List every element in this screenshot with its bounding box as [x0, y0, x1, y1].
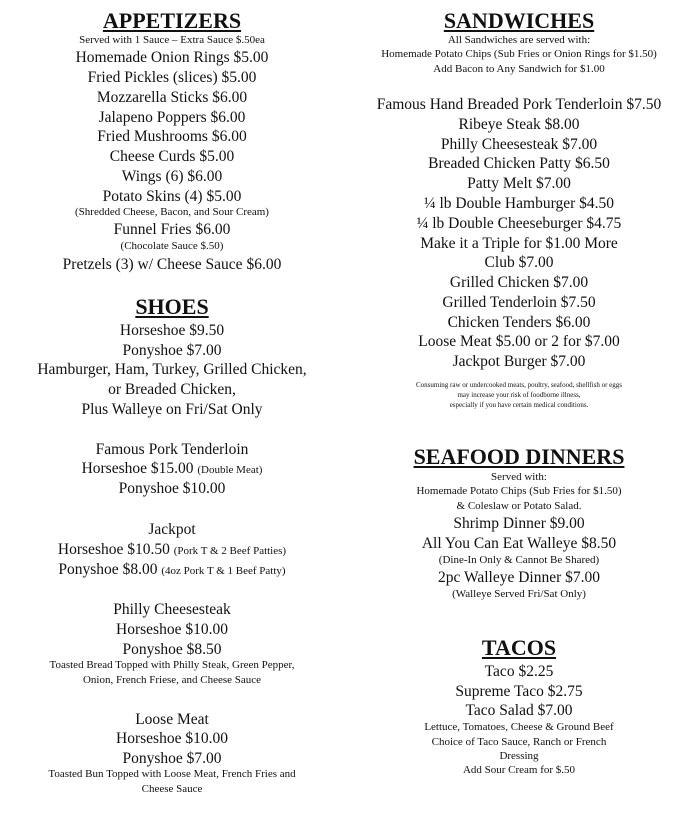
- food-warning: may increase your risk of foodborne illness,: [457, 391, 581, 399]
- menu-item: Jalapeno Poppers $6.00: [98, 109, 246, 126]
- menu-item: Supreme Taco $2.75: [455, 683, 583, 700]
- sandwiches-heading: SANDWICHES: [443, 8, 595, 33]
- item-description: Toasted Bun Topped with Loose Meat, French Fries and: [48, 768, 296, 780]
- menu-item: Ponyshoe $7.00: [122, 342, 222, 359]
- menu-item: Horseshoe $9.50: [119, 322, 225, 339]
- item-note: (Double Meat): [197, 464, 263, 476]
- menu-item: Club $7.00: [484, 254, 554, 271]
- menu-item-price: Horseshoe $15.00: [81, 460, 194, 477]
- item-note: (Shredded Cheese, Bacon, and Sour Cream): [75, 206, 269, 218]
- item-description: Dressing: [499, 750, 539, 762]
- sandwiches-note: Add Bacon to Any Sandwich for $1.00: [433, 63, 605, 75]
- seafood-note: Homemade Potato Chips (Sub Fries for $1.50): [416, 485, 622, 497]
- menu-item: Potato Skins (4) $5.00: [102, 188, 242, 205]
- appetizers-note: Served with 1 Sauce – Extra Sauce $.50ea: [79, 34, 265, 46]
- menu-item: [0, 562, 344, 578]
- menu-item: Grilled Chicken $7.00: [449, 274, 589, 291]
- seafood-note: & Coleslaw or Potato Salad.: [456, 500, 582, 512]
- menu-item: Ponyshoe $8.50: [122, 641, 222, 658]
- menu-item: Fried Pickles (slices) $5.00: [87, 69, 257, 86]
- item-note: (Walleye Served Fri/Sat Only): [452, 588, 586, 600]
- menu-item: 2pc Walleye Dinner $7.00: [437, 569, 601, 586]
- shoe-name: Loose Meat: [135, 711, 209, 728]
- menu-item: Grilled Tenderloin $7.50: [442, 294, 596, 311]
- menu-item: Taco Salad $7.00: [465, 702, 573, 719]
- tacos-heading: TACOS: [481, 635, 557, 660]
- menu-item: Chicken Tenders $6.00: [447, 314, 591, 331]
- menu-item: Patty Melt $7.00: [467, 175, 571, 192]
- food-warning: especially if you have certain medical conditions.: [449, 401, 589, 409]
- menu-item: Cheese Curds $5.00: [109, 148, 235, 165]
- menu-item: Philly Cheesesteak $7.00: [440, 136, 598, 153]
- menu-item: Breaded Chicken Patty $6.50: [428, 155, 610, 172]
- menu-item-price: Ponyshoe $8.00: [58, 561, 158, 578]
- food-warning: Consuming raw or undercooked meats, poultry, seafood, shellfish or eggs: [415, 381, 622, 389]
- shoes-choices: or Breaded Chicken,: [108, 381, 236, 398]
- menu-item: Shrimp Dinner $9.00: [453, 515, 585, 532]
- item-description: Lettuce, Tomatoes, Cheese & Ground Beef: [424, 721, 614, 733]
- shoe-name: Famous Pork Tenderloin: [95, 441, 249, 458]
- item-description: Choice of Taco Sauce, Ranch or French: [431, 736, 607, 748]
- seafood-note: Served with:: [491, 471, 547, 483]
- menu-item: Ponyshoe $7.00: [122, 750, 222, 767]
- menu-item: Loose Meat $5.00 or 2 for $7.00: [418, 333, 620, 350]
- menu-item: [0, 542, 344, 558]
- shoe-name: Jackpot: [148, 521, 196, 538]
- item-description: Cheese Sauce: [141, 783, 203, 795]
- menu-item: All You Can Eat Walleye $8.50: [421, 535, 617, 552]
- item-note: (4oz Pork T & 1 Beef Patty): [161, 565, 286, 577]
- menu-item: ¼ lb Double Cheeseburger $4.75: [416, 215, 622, 232]
- menu-item: Jackpot Burger $7.00: [452, 353, 586, 370]
- shoes-choices: Hamburger, Ham, Turkey, Grilled Chicken,: [37, 361, 307, 378]
- menu-item: [0, 461, 344, 477]
- item-description: Add Sour Cream for $.50: [462, 764, 576, 776]
- shoes-heading: SHOES: [135, 294, 209, 319]
- seafood-heading: SEAFOOD DINNERS: [413, 444, 625, 469]
- item-note: (Dine-In Only & Cannot Be Shared): [438, 554, 600, 566]
- sandwiches-note: Homemade Potato Chips (Sub Fries or Onion Rings for $1.50): [381, 48, 657, 60]
- item-description: Toasted Bread Topped with Philly Steak, Green Pepper,: [49, 659, 295, 671]
- menu-item: Ponyshoe $10.00: [118, 480, 226, 497]
- menu-item: Fried Mushrooms $6.00: [97, 128, 247, 145]
- menu-item: Funnel Fries $6.00: [113, 221, 231, 238]
- menu-item: Homemade Onion Rings $5.00: [75, 49, 269, 66]
- menu-item: Ribeye Steak $8.00: [458, 116, 580, 133]
- item-note: (Pork T & 2 Beef Patties): [173, 545, 287, 557]
- shoes-choices: Plus Walleye on Fri/Sat Only: [81, 401, 263, 418]
- menu-item: Mozzarella Sticks $6.00: [96, 89, 248, 106]
- shoe-name: Philly Cheesesteak: [113, 601, 231, 618]
- menu-item: Horseshoe $10.00: [116, 621, 228, 638]
- menu-item: ¼ lb Double Hamburger $4.50: [424, 195, 614, 212]
- menu-item-price: Horseshoe $10.50: [57, 541, 170, 558]
- menu-item: Make it a Triple for $1.00 More: [420, 235, 618, 252]
- menu-item: Taco $2.25: [484, 663, 554, 680]
- menu-item: Pretzels (3) w/ Cheese Sauce $6.00: [62, 256, 282, 273]
- sandwiches-note: All Sandwiches are served with:: [447, 34, 591, 46]
- appetizers-heading: APPETIZERS: [102, 8, 242, 33]
- menu-item: Horseshoe $10.00: [116, 730, 228, 747]
- item-description: Onion, French Friese, and Cheese Sauce: [82, 674, 262, 686]
- menu-item: Wings (6) $6.00: [121, 168, 223, 185]
- item-note: (Chocolate Sauce $.50): [120, 240, 224, 252]
- menu-item: Famous Hand Breaded Pork Tenderloin $7.50: [376, 96, 662, 113]
